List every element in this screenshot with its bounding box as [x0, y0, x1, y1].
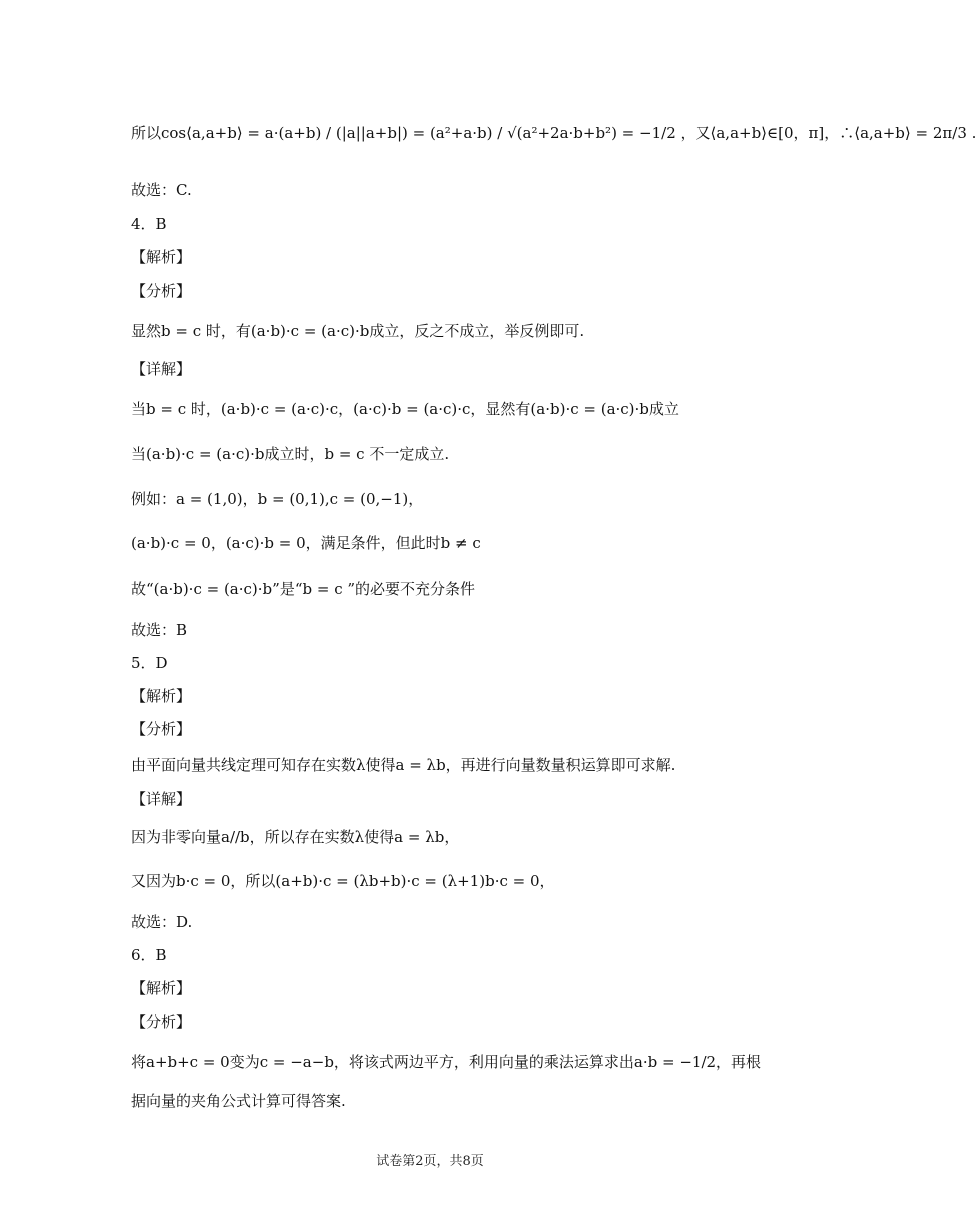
text-line: 例如：a = (1,0)，b = (0,1),c = (0,−1)，: [131, 490, 424, 508]
page-footer: 试卷第2页，共8页: [376, 1154, 484, 1169]
text-line: 6．B: [131, 946, 167, 964]
text-line: 将a+b+c = 0变为c = −a−b，将该式两边平方，利用向量的乘法运算求出a·b = −1/2，再根: [131, 1053, 762, 1071]
text-line: 【详解】: [131, 790, 192, 808]
text-line: 【解析】: [131, 248, 192, 266]
text-line: (a·b)·c = 0，(a·c)·b = 0，满足条件，但此时b ≠ c: [131, 534, 481, 552]
text-line: 【分析】: [131, 282, 192, 300]
text-line: 由平面向量共线定理可知存在实数λ使得a = λb，再进行向量数量积运算即可求解.: [131, 756, 676, 774]
text-line: 据向量的夹角公式计算可得答案.: [131, 1092, 346, 1110]
text-line: 因为非零向量a//b，所以存在实数λ使得a = λb，: [131, 828, 460, 846]
text-line: 故选：B: [131, 621, 188, 639]
text-line: 4．B: [131, 215, 167, 233]
text-line: 所以cos⟨a,a+b⟩ = a·(a+b) / (|a||a+b|) = (a²+a·b) / √(a²+2a·b+b²) = −1/2 ，又⟨a,a+b⟩∈[0，π]，∴⟨a,a+b⟩ = 2π/3 .: [131, 124, 976, 142]
text-line: 故选：C.: [131, 181, 192, 199]
text-line: 【分析】: [131, 720, 192, 738]
text-line: 【分析】: [131, 1013, 192, 1031]
text-line: 显然b = c 时，有(a·b)·c = (a·c)·b成立，反之不成立，举反例即可.: [131, 322, 585, 340]
text-line: 又因为b·c = 0，所以(a+b)·c = (λb+b)·c = (λ+1)b·c = 0，: [131, 872, 555, 890]
text-line: 【详解】: [131, 360, 192, 378]
text-line: 故“(a·b)·c = (a·c)·b”是“b = c ”的必要不充分条件: [131, 580, 476, 598]
text-line: 当(a·b)·c = (a·c)·b成立时，b = c 不一定成立.: [131, 445, 450, 463]
text-line: 5．D: [131, 654, 168, 672]
text-line: 故选：D.: [131, 913, 193, 931]
text-line: 【解析】: [131, 979, 192, 997]
text-line: 【解析】: [131, 687, 192, 705]
text-line: 当b = c 时，(a·b)·c = (a·c)·c，(a·c)·b = (a·c)·c，显然有(a·b)·c = (a·c)·b成立: [131, 400, 679, 418]
